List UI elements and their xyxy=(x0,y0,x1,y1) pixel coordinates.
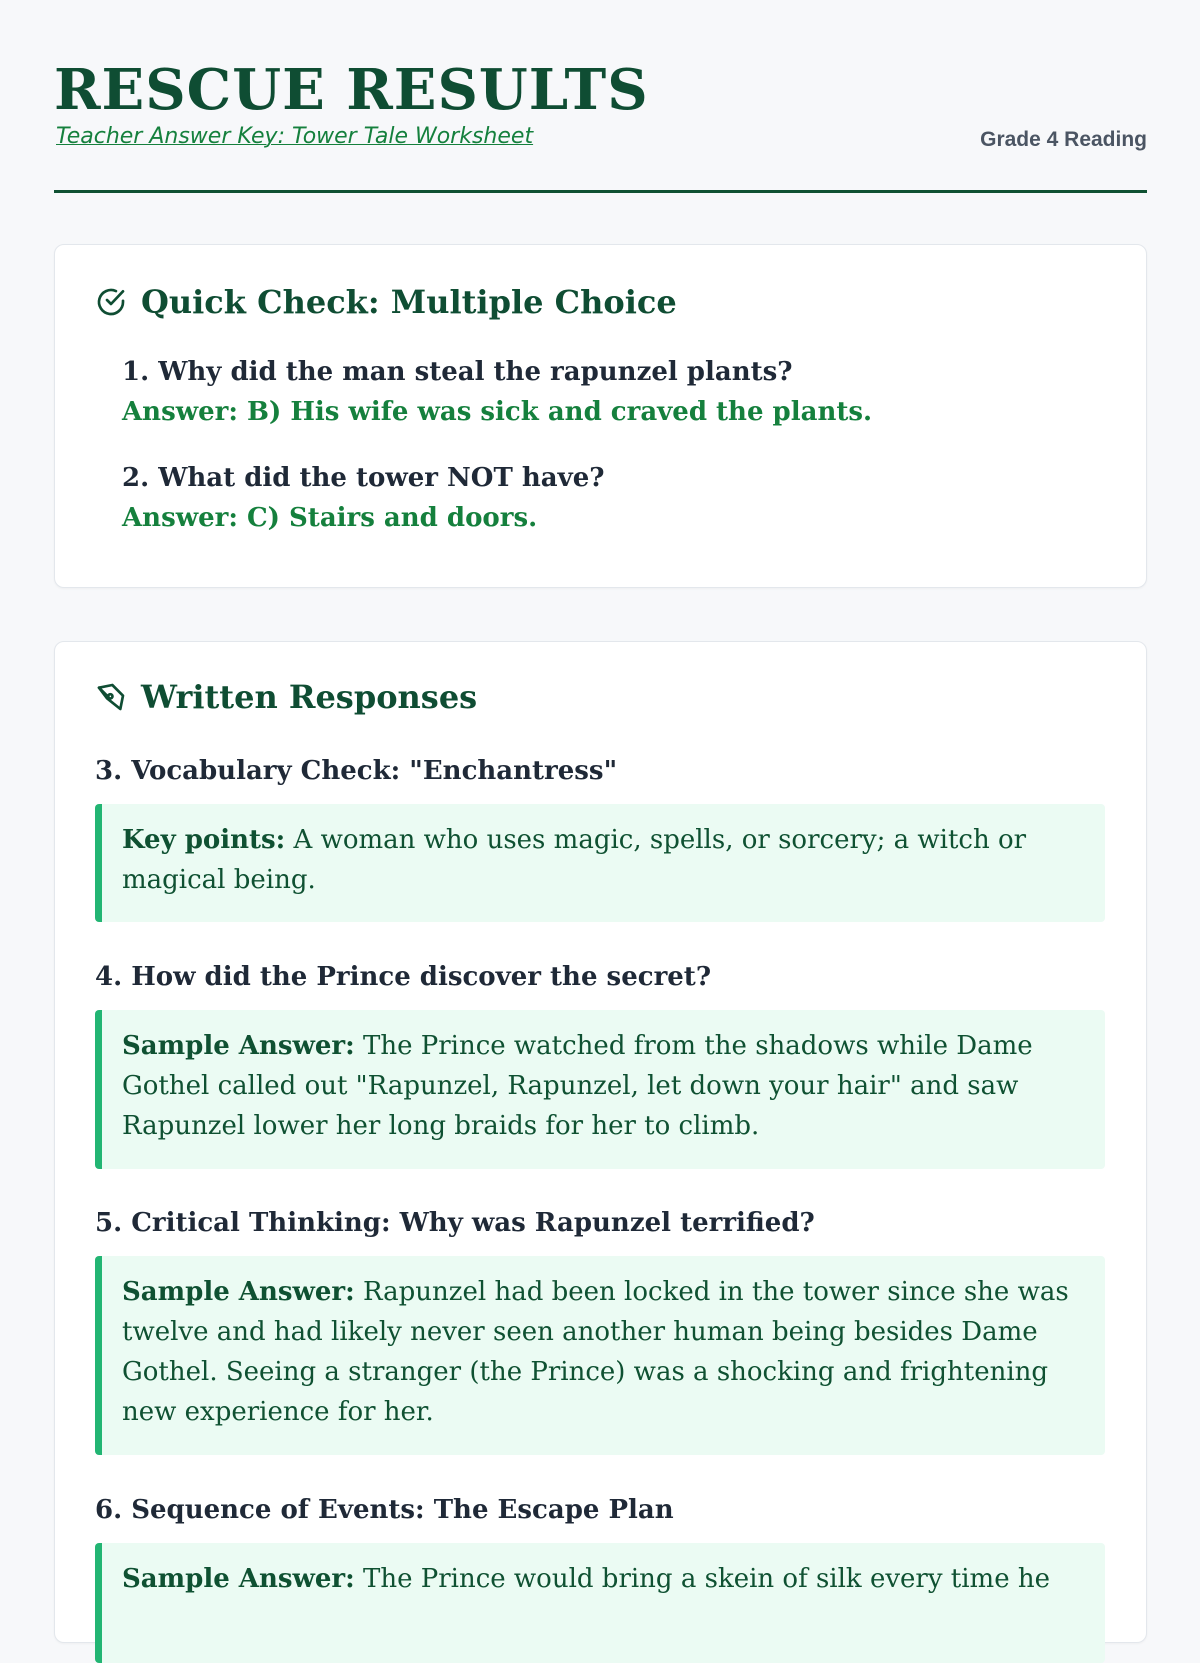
check-circle-icon xyxy=(95,286,127,318)
answer-text-6: The Prince would bring a skein of silk every time he xyxy=(362,1564,1050,1594)
page-subtitle: Teacher Answer Key: Tower Tale Worksheet xyxy=(56,124,534,149)
question-4: 4. How did the Prince discover the secret? xyxy=(95,962,712,992)
answer-label-6: Sample Answer: xyxy=(122,1564,355,1594)
question-2: 2. What did the tower NOT have? xyxy=(122,463,605,493)
written-responses-title: Written Responses xyxy=(141,678,478,716)
answer-label-3: Key points: xyxy=(122,825,286,855)
question-3: 3. Vocabulary Check: "Enchantress" xyxy=(95,756,618,786)
multiple-choice-heading xyxy=(95,283,677,321)
written-responses-card xyxy=(54,641,1147,1643)
answer-text-3: A woman who uses magic, spells, or sorcery; a witch or magical being. xyxy=(122,825,1027,895)
answer-2: Answer: C) Stairs and doors. xyxy=(122,503,538,533)
multiple-choice-card xyxy=(54,244,1147,588)
page-header xyxy=(54,54,1147,193)
answer-text-4: The Prince watched from the shadows while Dame Gothel called out "Rapunzel, Rapunzel, let down your hair" and saw Rapunzel lower her long braids for her to climb. xyxy=(122,1031,1033,1141)
answer-box-6 xyxy=(95,1543,1105,1663)
answer-1: Answer: B) His wife was sick and craved the plants. xyxy=(122,397,873,427)
page-title: RESCUE RESULTS xyxy=(54,57,649,123)
answer-label-5: Sample Answer: xyxy=(122,1277,355,1307)
answer-label-4: Sample Answer: xyxy=(122,1031,355,1061)
written-responses-heading xyxy=(95,678,477,716)
question-5: 5. Critical Thinking: Why was Rapunzel terrified? xyxy=(95,1208,815,1238)
question-6: 6. Sequence of Events: The Escape Plan xyxy=(95,1495,674,1525)
answer-box-4 xyxy=(95,1010,1105,1169)
pen-nib-icon xyxy=(95,681,127,713)
question-1: 1. Why did the man steal the rapunzel plants? xyxy=(122,357,793,387)
answer-box-5 xyxy=(95,1256,1105,1455)
grade-label: Grade 4 Reading xyxy=(980,128,1147,151)
multiple-choice-title: Quick Check: Multiple Choice xyxy=(141,283,677,321)
answer-text-5: Rapunzel had been locked in the tower since she was twelve and had likely never seen another human being besides Dame Gothel. Seeing a stranger (the Prince) was a shocking and frightening new experience for her. xyxy=(122,1277,1069,1427)
answer-box-3 xyxy=(95,804,1105,922)
